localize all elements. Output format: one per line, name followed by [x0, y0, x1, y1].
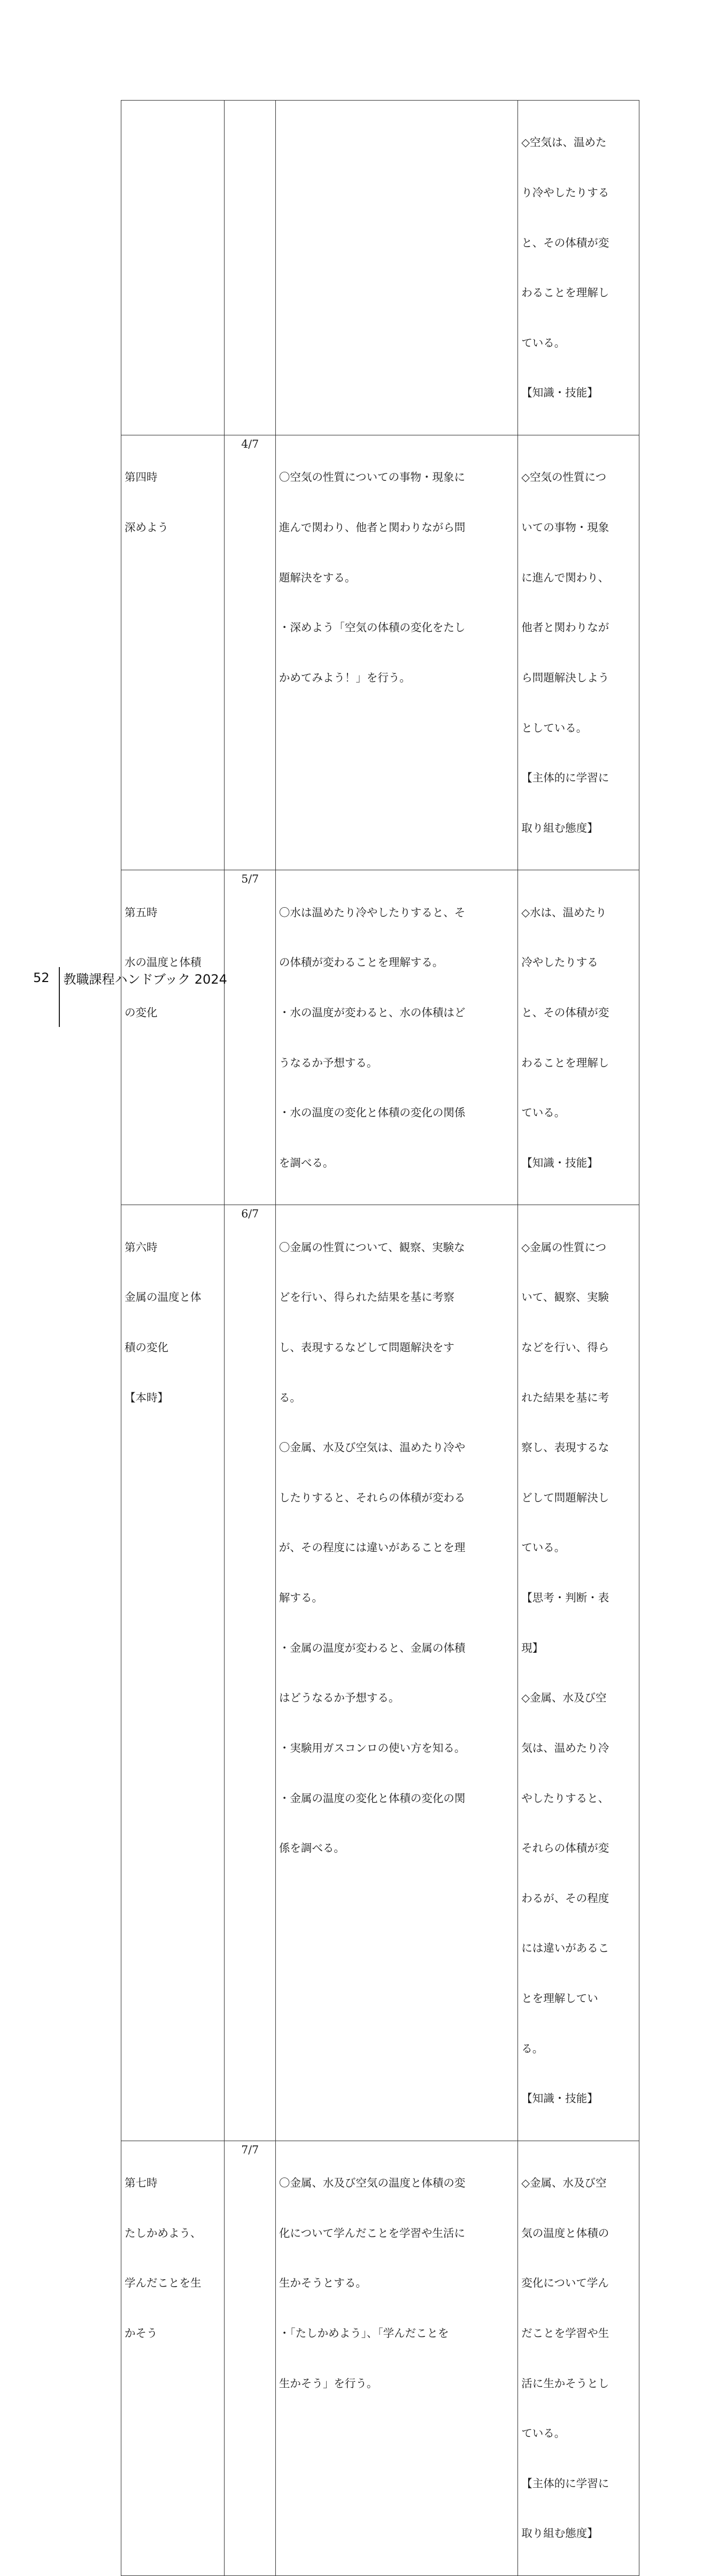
- activity-line: 〇金属の性質について、観察、実験な: [279, 1240, 465, 1254]
- lesson-activity-cell: [275, 2141, 518, 2575]
- evaluation-line: 【主体的に学習に: [521, 771, 609, 785]
- lesson-title-line: 第四時: [125, 471, 158, 484]
- activity-line: 〇空気の性質についての事物・現象に: [279, 471, 465, 484]
- evaluation-line: る。: [521, 2042, 544, 2055]
- evaluation-line: 【知識・技能】: [521, 2092, 598, 2105]
- activity-line: ・「たしかめよう」、「学んだことを: [279, 2327, 449, 2340]
- activity-line: 化について学んだことを学習や生活に: [279, 2226, 465, 2240]
- evaluation-line: 【知識・技能】: [521, 1156, 598, 1169]
- lesson-evaluation-cell: [518, 870, 639, 1205]
- evaluation-line: ◇水は、温めたり: [521, 906, 607, 919]
- lesson-title-cell: [121, 435, 225, 870]
- activity-line: かめてみよう！」を行う。: [279, 671, 411, 684]
- evaluation-line: などを行い、得ら: [521, 1341, 609, 1354]
- evaluation-line: 他者と関わりなが: [521, 621, 609, 634]
- evaluation-line: いて、観察、実験: [521, 1291, 609, 1304]
- activity-line: ・深めよう「空気の体積の変化をたし: [279, 621, 466, 634]
- evaluation-line: り冷やしたりする: [521, 186, 609, 200]
- activity-line: が、その程度には違いがあることを理: [279, 1541, 466, 1554]
- evaluation-line: に進んで関わり、: [521, 571, 609, 584]
- evaluation-line: ら問題解決しよう: [521, 671, 609, 684]
- lesson-title-line: 第七時: [125, 2176, 158, 2190]
- table-row: [121, 101, 639, 435]
- evaluation-line: 気の温度と体積の: [521, 2226, 609, 2240]
- evaluation-line: わることを理解し: [521, 1056, 609, 1069]
- lesson-title-line: 深めよう: [125, 521, 168, 534]
- table-row: [121, 435, 639, 870]
- evaluation-line: ている。: [521, 1541, 566, 1554]
- evaluation-line: だことを学習や生: [521, 2327, 609, 2340]
- evaluation-line: ◇金属、水及び空: [521, 1691, 607, 1705]
- lesson-title-line: 水の温度と体積: [125, 956, 202, 969]
- activity-line: 係を調べる。: [279, 1842, 345, 1855]
- evaluation-line: いての事物・現象: [521, 521, 609, 534]
- evaluation-line: 察し、表現するな: [521, 1441, 609, 1454]
- lesson-activity-cell: [275, 870, 518, 1205]
- evaluation-line: ◇空気は、温めた: [521, 136, 607, 149]
- evaluation-line: ている。: [521, 336, 566, 349]
- table-row: [121, 2141, 639, 2575]
- lesson-activity-cell: [275, 435, 518, 870]
- evaluation-line: 活に生かそうとし: [521, 2376, 609, 2390]
- lesson-title-line: 【本時】: [125, 1391, 168, 1404]
- lesson-time-cell: [224, 101, 275, 435]
- lesson-title-line: たしかめよう、: [125, 2226, 202, 2240]
- lesson-evaluation-cell: [518, 101, 639, 435]
- activity-line: を調べる。: [279, 1156, 334, 1169]
- activity-line: ・水の温度の変化と体積の変化の関係: [279, 1106, 466, 1120]
- activity-line: 生かそう」を行う。: [279, 2376, 378, 2390]
- activity-line: し、表現するなどして問題解決をす: [279, 1341, 454, 1354]
- lesson-time-cell: 7/7: [224, 2141, 275, 2575]
- evaluation-line: それらの体積が変: [521, 1842, 609, 1855]
- lesson-evaluation-cell: [518, 1205, 639, 2141]
- activity-line: はどうなるか予想する。: [279, 1691, 400, 1705]
- lesson-evaluation-cell: [518, 435, 639, 870]
- evaluation-line: と、その体積が変: [521, 1006, 609, 1019]
- activity-line: ・実験用ガスコンロの使い方を知る。: [279, 1741, 466, 1754]
- evaluation-line: 取り組む態度】: [521, 2527, 598, 2540]
- evaluation-line: ている。: [521, 2427, 566, 2440]
- evaluation-line: 取り組む態度】: [521, 821, 598, 834]
- lesson-title-line: 第五時: [125, 906, 158, 919]
- evaluation-line: 【知識・技能】: [521, 386, 598, 400]
- table-row: [121, 870, 639, 1205]
- evaluation-line: どして問題解決し: [521, 1491, 609, 1504]
- evaluation-line: とを理解してい: [521, 1991, 598, 2005]
- activity-line: 〇金属、水及び空気は、温めたり冷や: [279, 1441, 466, 1454]
- evaluation-line: 変化について学ん: [521, 2276, 609, 2290]
- activity-line: の体積が変わることを理解する。: [279, 956, 444, 969]
- evaluation-line: わるが、その程度: [521, 1891, 609, 1905]
- activity-line: ・金属の温度の変化と体積の変化の関: [279, 1791, 466, 1805]
- activity-line: 進んで関わり、他者と関わりながら問: [279, 521, 466, 534]
- lesson-time-cell: 6/7: [224, 1205, 275, 2141]
- activity-line: 解する。: [279, 1591, 323, 1605]
- lesson-title-cell: [121, 101, 225, 435]
- activity-line: したりすると、それらの体積が変わる: [279, 1491, 466, 1504]
- evaluation-line: わることを理解し: [521, 286, 609, 300]
- page-footer: [33, 967, 227, 988]
- lesson-title-line: 学んだことを生: [125, 2276, 202, 2290]
- evaluation-line: ている。: [521, 1106, 566, 1120]
- lesson-activity-cell: [275, 1205, 518, 2141]
- activity-line: うなるか予想する。: [279, 1056, 378, 1069]
- table-row: [121, 1205, 639, 2141]
- activity-line: 〇金属、水及び空気の温度と体積の変: [279, 2176, 466, 2190]
- evaluation-line: ◇金属、水及び空: [521, 2176, 607, 2190]
- lesson-title-line: の変化: [125, 1006, 158, 1019]
- evaluation-line: ◇空気の性質につ: [521, 471, 607, 484]
- lesson-title-cell: [121, 2141, 225, 2575]
- lesson-title-line: 第六時: [125, 1240, 158, 1254]
- evaluation-line: 冷やしたりする: [521, 956, 598, 969]
- evaluation-line: と、その体積が変: [521, 236, 609, 249]
- evaluation-line: には違いがあるこ: [521, 1942, 609, 1955]
- lesson-time-cell: 5/7: [224, 870, 275, 1205]
- lesson-title-line: 積の変化: [125, 1341, 168, 1354]
- activity-line: 題解決をする。: [279, 571, 356, 584]
- evaluation-line: ◇金属の性質につ: [521, 1240, 607, 1254]
- lesson-plan-table: [121, 100, 639, 2576]
- activity-line: どを行い、得られた結果を基に考察: [279, 1291, 454, 1304]
- evaluation-line: 【主体的に学習に: [521, 2477, 609, 2490]
- lesson-evaluation-cell: [518, 2141, 639, 2575]
- activity-line: る。: [279, 1391, 301, 1404]
- evaluation-line: れた結果を基に考: [521, 1391, 609, 1404]
- page-number: 52: [33, 970, 50, 985]
- lesson-title-cell: [121, 870, 225, 1205]
- lesson-title-line: 金属の温度と体: [125, 1291, 202, 1304]
- lesson-time-cell: 4/7: [224, 435, 275, 870]
- lesson-title-line: かそう: [125, 2327, 158, 2340]
- book-title: 教職課程ハンドブック 2024: [63, 971, 227, 987]
- activity-line: ・金属の温度が変わると、金属の体積: [279, 1641, 466, 1654]
- evaluation-line: 【思考・判断・表: [521, 1591, 609, 1605]
- footer-divider: [59, 967, 60, 1027]
- activity-line: 生かそうとする。: [279, 2276, 367, 2290]
- lesson-title-cell: [121, 1205, 225, 2141]
- lesson-activity-cell: [275, 101, 518, 435]
- evaluation-line: としている。: [521, 721, 588, 734]
- activity-line: 〇水は温めたり冷やしたりすると、そ: [279, 906, 466, 919]
- evaluation-line: 現】: [521, 1641, 544, 1654]
- evaluation-line: やしたりすると、: [521, 1791, 609, 1805]
- activity-line: ・水の温度が変わると、水の体積はど: [279, 1006, 466, 1019]
- evaluation-line: 気は、温めたり冷: [521, 1741, 609, 1754]
